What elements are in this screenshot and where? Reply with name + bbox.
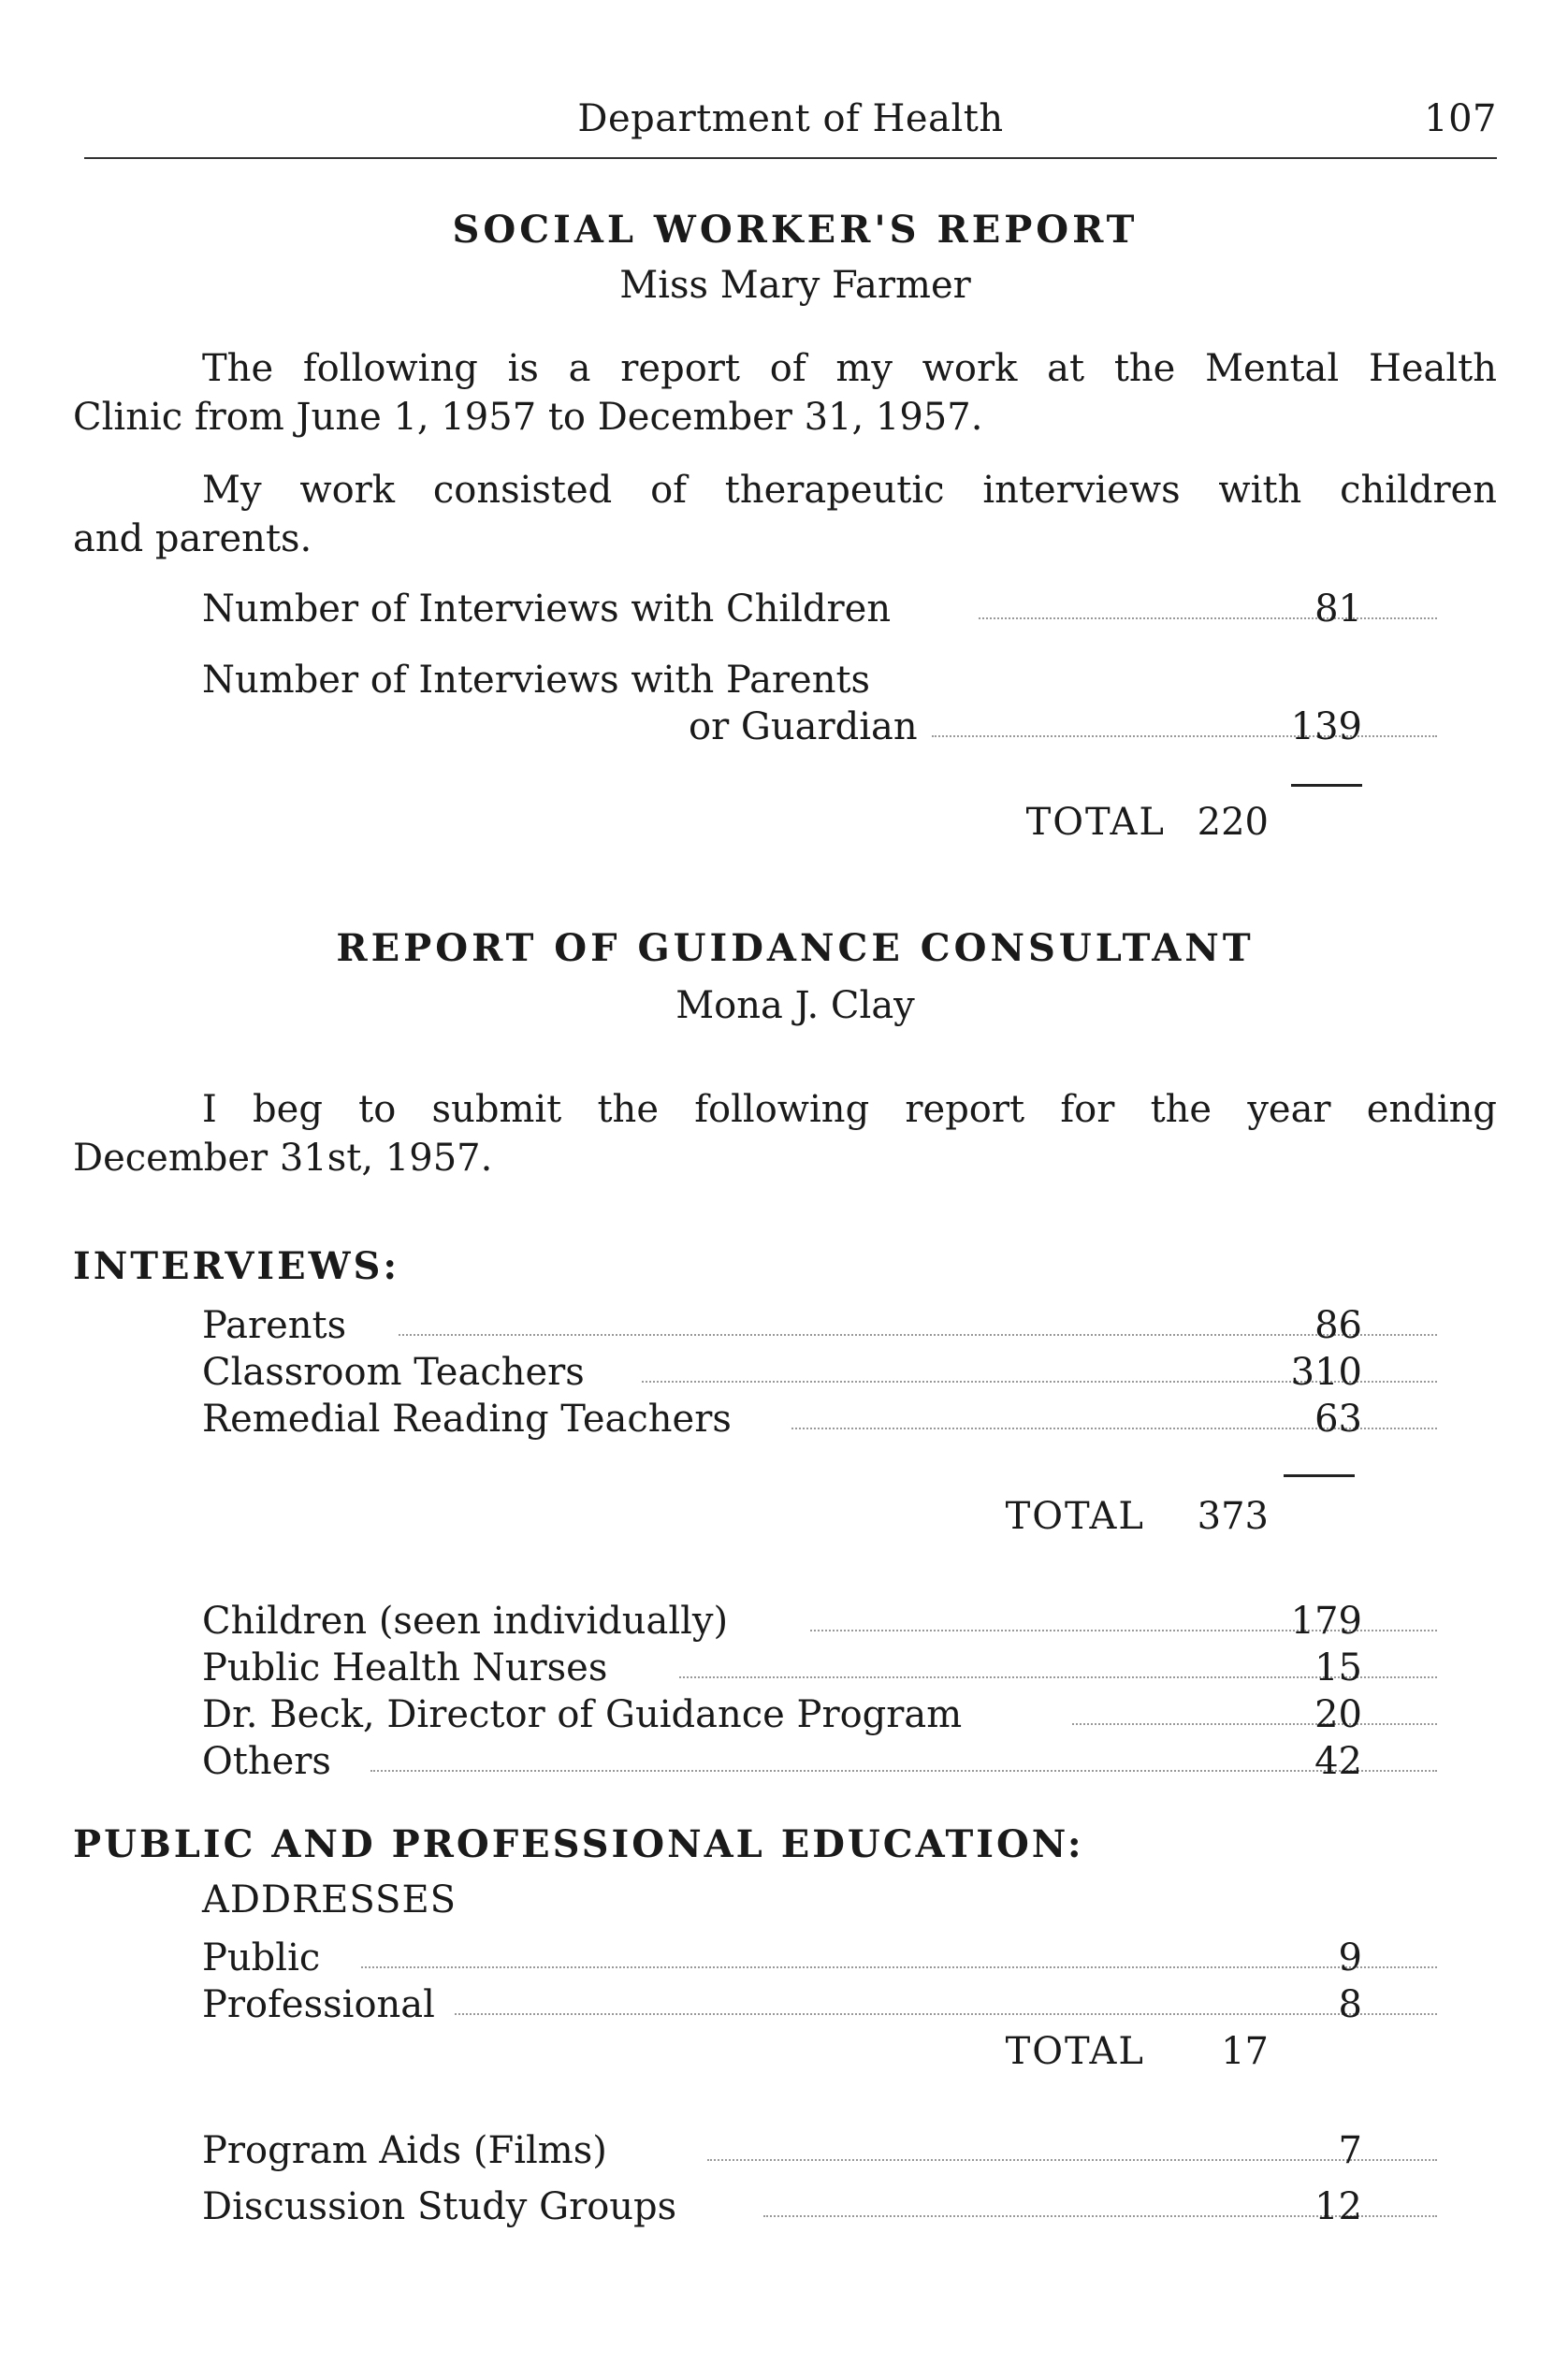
dot-leader bbox=[979, 617, 1437, 619]
list-item bbox=[202, 2183, 1362, 2230]
list-item bbox=[202, 1935, 1362, 1981]
guidance-report-title: REPORT OF GUIDANCE CONSULTANT bbox=[336, 926, 1255, 970]
item-label: Program Aids (Films) bbox=[202, 2129, 607, 2172]
list-item bbox=[202, 1645, 1362, 1691]
list-item bbox=[202, 2127, 1362, 2174]
item-value: 42 bbox=[1314, 1740, 1362, 1783]
social-report-author: Miss Mary Farmer bbox=[619, 264, 971, 307]
social-report-title: SOCIAL WORKER'S REPORT bbox=[452, 208, 1139, 252]
item-value: 86 bbox=[1314, 1304, 1362, 1347]
list-item bbox=[202, 1691, 1362, 1738]
paragraph-line: My work consisted of therapeutic interviews with children bbox=[202, 469, 1497, 512]
item-label: Children (seen individually) bbox=[202, 1600, 729, 1643]
guidance-report-author: Mona J. Clay bbox=[675, 984, 915, 1027]
list-item bbox=[202, 657, 1362, 703]
page-number: 107 bbox=[1424, 97, 1497, 140]
item-value: 12 bbox=[1314, 2185, 1362, 2228]
list-item bbox=[202, 1738, 1362, 1785]
addresses-total-row bbox=[842, 2030, 1362, 2077]
social-paragraph-1 bbox=[73, 344, 1497, 442]
sum-rule bbox=[1291, 784, 1362, 787]
list-item bbox=[202, 586, 1362, 632]
running-title: Department of Health bbox=[577, 97, 1004, 140]
social-total-row bbox=[842, 801, 1362, 848]
page-header bbox=[84, 97, 1497, 153]
item-value: 139 bbox=[1290, 705, 1362, 748]
header-rule bbox=[84, 157, 1497, 159]
item-label: Number of Interviews with Children bbox=[202, 587, 892, 631]
item-label: Parents bbox=[202, 1304, 347, 1347]
paragraph-line: The following is a report of my work at the Mental Health bbox=[202, 347, 1497, 390]
paragraph-line: Clinic from June 1, 1957 to December 31, 1957. bbox=[73, 396, 983, 439]
total-label: TOTAL bbox=[1005, 1495, 1145, 1538]
paragraph-line: and parents. bbox=[73, 517, 312, 560]
item-value: 81 bbox=[1314, 587, 1362, 631]
item-label: Number of Interviews with Parents bbox=[202, 659, 871, 702]
item-value: 9 bbox=[1338, 1936, 1362, 1979]
total-value: 220 bbox=[1197, 801, 1269, 844]
item-value: 63 bbox=[1314, 1398, 1362, 1441]
guidance-paragraph bbox=[73, 1085, 1497, 1182]
sum-rule bbox=[1284, 1474, 1355, 1477]
list-item bbox=[202, 1981, 1362, 2028]
total-label: TOTAL bbox=[1025, 801, 1166, 844]
item-value: 179 bbox=[1290, 1600, 1362, 1643]
social-paragraph-2 bbox=[73, 466, 1497, 563]
item-label: Dr. Beck, Director of Guidance Program bbox=[202, 1693, 963, 1736]
list-item bbox=[202, 1598, 1362, 1645]
list-item bbox=[202, 1349, 1362, 1396]
item-label: Discussion Study Groups bbox=[202, 2185, 677, 2228]
education-heading: PUBLIC AND PROFESSIONAL EDUCATION: bbox=[73, 1822, 1084, 1866]
item-value: 20 bbox=[1314, 1693, 1362, 1736]
item-value: 7 bbox=[1338, 2129, 1362, 2172]
total-value: 17 bbox=[1221, 2030, 1269, 2073]
addresses-heading: ADDRESSES bbox=[202, 1878, 457, 1921]
total-label: TOTAL bbox=[1005, 2030, 1145, 2073]
list-item bbox=[202, 1396, 1362, 1443]
total-value: 373 bbox=[1197, 1495, 1269, 1538]
paragraph-line: I beg to submit the following report for the year ending bbox=[202, 1088, 1497, 1131]
item-label: Others bbox=[202, 1740, 331, 1783]
item-value: 310 bbox=[1290, 1351, 1362, 1394]
item-label: Remedial Reading Teachers bbox=[202, 1398, 732, 1441]
paragraph-line: December 31st, 1957. bbox=[73, 1137, 493, 1180]
item-value: 8 bbox=[1338, 1983, 1362, 2026]
list-item bbox=[202, 1302, 1362, 1349]
item-label: Professional bbox=[202, 1983, 435, 2026]
list-item-continuation bbox=[202, 703, 1362, 750]
interviews-total-row bbox=[842, 1495, 1362, 1542]
interviews-heading: INTERVIEWS: bbox=[73, 1244, 400, 1288]
item-value: 15 bbox=[1314, 1646, 1362, 1689]
item-label: Public Health Nurses bbox=[202, 1646, 608, 1689]
item-label: Public bbox=[202, 1936, 321, 1979]
item-label: Classroom Teachers bbox=[202, 1351, 585, 1394]
item-label: or Guardian bbox=[689, 705, 918, 748]
